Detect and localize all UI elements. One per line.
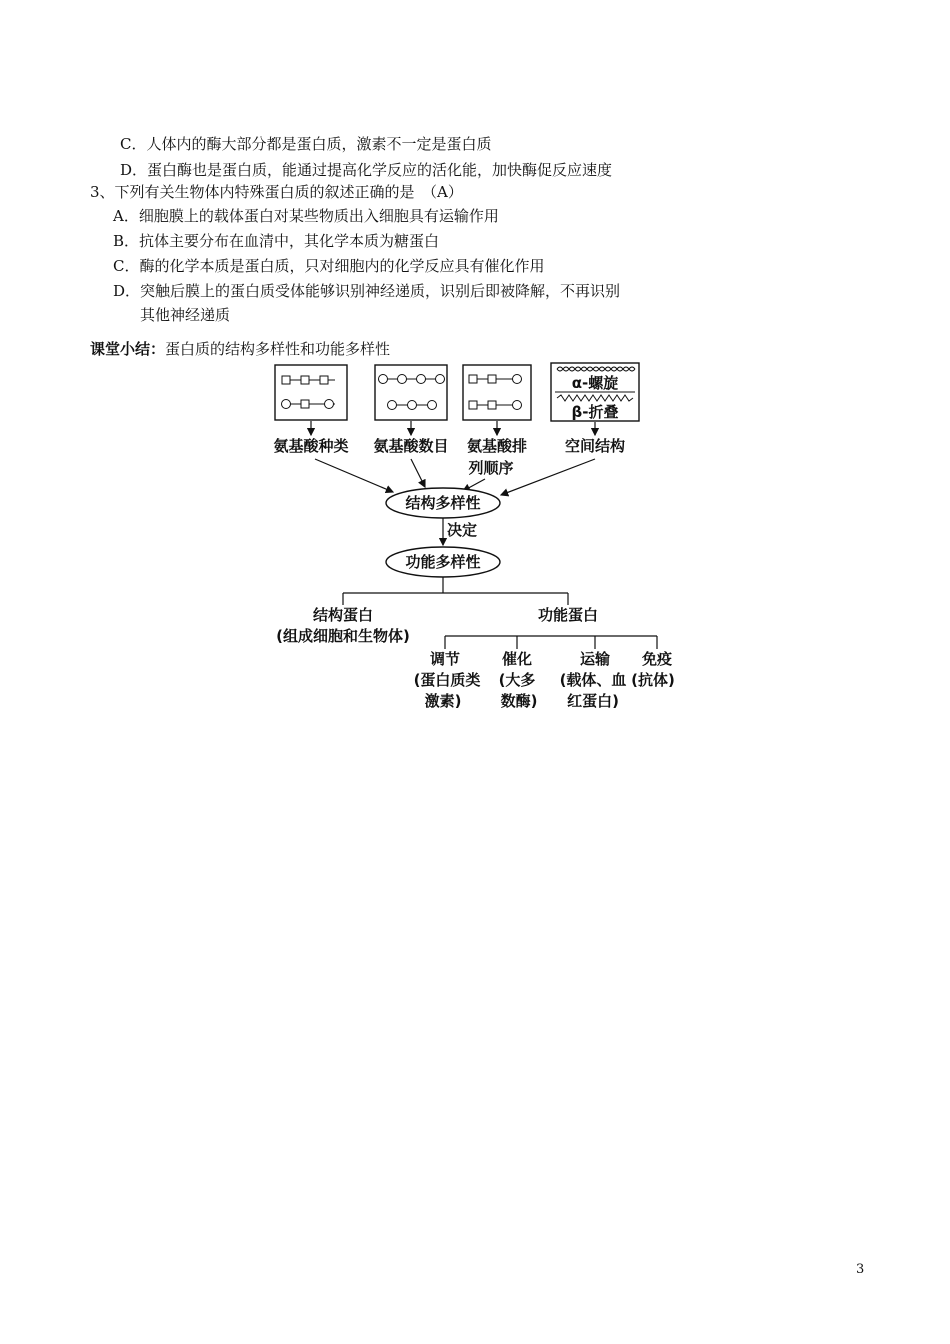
option-c-q3: C．酶的化学本质是蛋白质，只对细胞内的化学反应具有催化作用 bbox=[113, 257, 545, 275]
option-a-q3: A．细胞膜上的载体蛋白对某些物质出入细胞具有运输作用 bbox=[113, 207, 499, 225]
alpha-helix-label: α-螺旋 bbox=[571, 374, 619, 392]
factor-sequence-line1: 氨基酸排 bbox=[466, 437, 528, 455]
regulation-label: 调节 bbox=[429, 650, 461, 668]
transport-note-line2: 红蛋白) bbox=[567, 692, 619, 710]
option-b-q3: B．抗体主要分布在血清中，其化学本质为糖蛋白 bbox=[113, 232, 440, 250]
structural-protein-label: 结构蛋白 bbox=[312, 606, 374, 624]
factor-amino-acid-number: 氨基酸数目 bbox=[373, 437, 449, 455]
structural-protein-note: (组成细胞和生物体) bbox=[276, 627, 410, 645]
immunity-note: (抗体) bbox=[631, 671, 675, 689]
structure-diversity-label: 结构多样性 bbox=[405, 494, 481, 512]
determines-label: 决定 bbox=[447, 521, 478, 539]
class-summary-text: 蛋白质的结构多样性和功能多样性 bbox=[165, 340, 391, 358]
question-3: 3、下列有关生物体内特殊蛋白质的叙述正确的是 （A） bbox=[90, 183, 463, 201]
catalysis-note-line2: 数酶) bbox=[500, 692, 538, 710]
box-amino-acid-types bbox=[275, 365, 347, 420]
transport-label: 运输 bbox=[579, 650, 611, 668]
option-c-q2: C．人体内的酶大部分都是蛋白质，激素不一定是蛋白质 bbox=[120, 135, 492, 153]
factor-sequence-line2: 列顺序 bbox=[468, 459, 514, 477]
functional-protein-label: 功能蛋白 bbox=[537, 606, 599, 624]
class-summary-label: 课堂小结： bbox=[90, 340, 166, 358]
option-d-q2: D．蛋白酶也是蛋白质，能通过提高化学反应的活化能，加快酶促反应速度 bbox=[120, 161, 613, 179]
option-d-q3-line1: D．突触后膜上的蛋白质受体能够识别神经递质，识别后即被降解，不再识别 bbox=[113, 282, 621, 300]
page-number: 3 bbox=[856, 1262, 865, 1277]
transport-note-line1: (载体、血 bbox=[559, 671, 627, 689]
protein-diversity-diagram bbox=[255, 355, 685, 715]
immunity-label: 免疫 bbox=[641, 650, 673, 668]
box-amino-acid-number bbox=[375, 365, 447, 420]
function-diversity-label: 功能多样性 bbox=[405, 553, 481, 571]
catalysis-label: 催化 bbox=[501, 650, 533, 668]
factor-spatial-structure: 空间结构 bbox=[564, 437, 626, 455]
box-spatial-structure bbox=[551, 363, 639, 421]
catalysis-note-line1: (大多 bbox=[498, 671, 536, 689]
box-amino-acid-sequence bbox=[463, 365, 531, 420]
option-d-q3-line2: 其他神经递质 bbox=[140, 306, 231, 324]
regulation-note-line1: (蛋白质类 bbox=[413, 671, 481, 689]
regulation-note-line2: 激素) bbox=[424, 692, 462, 710]
factor-amino-acid-types: 氨基酸种类 bbox=[273, 437, 349, 455]
beta-sheet-label: β-折叠 bbox=[571, 403, 619, 421]
